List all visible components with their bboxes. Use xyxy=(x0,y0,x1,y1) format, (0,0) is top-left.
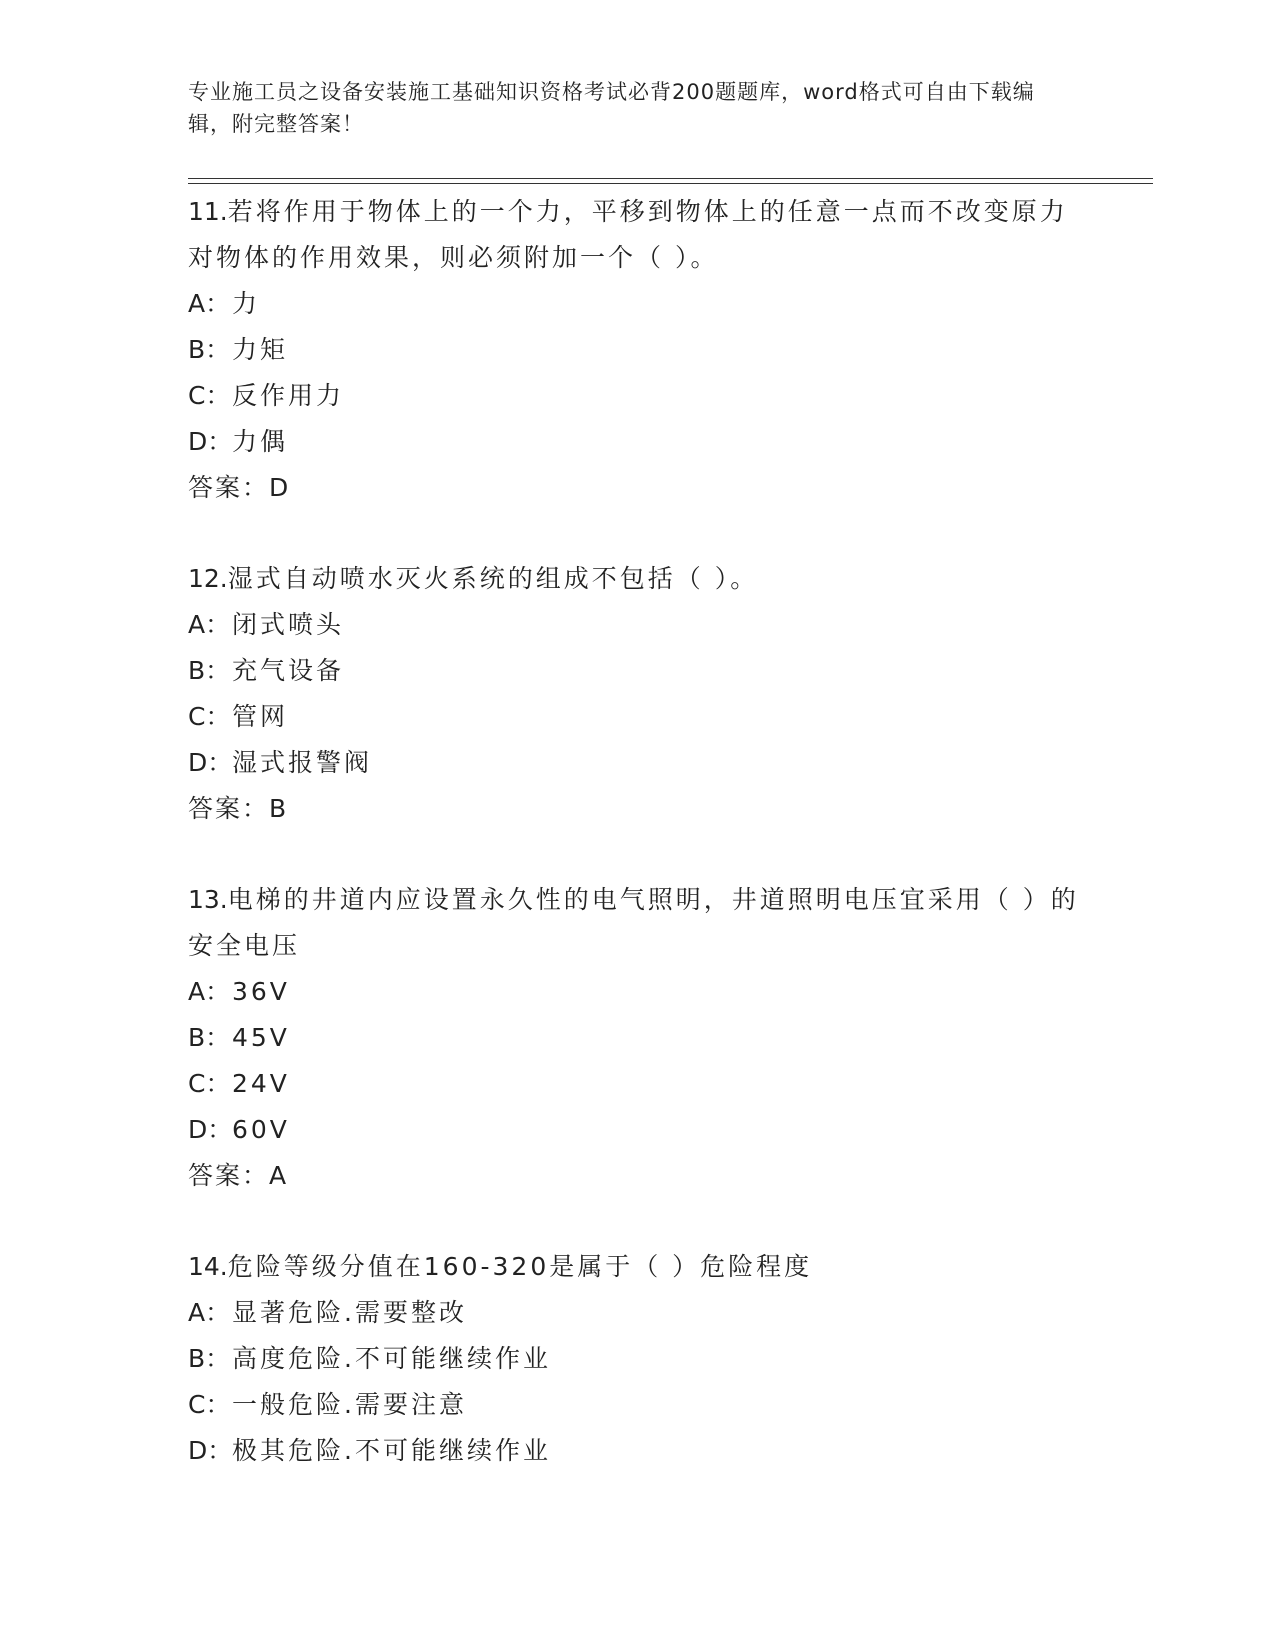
option-key: C： xyxy=(188,1390,231,1419)
option-text: 45V xyxy=(232,1023,290,1052)
option-d xyxy=(188,1428,1088,1474)
option-key: C： xyxy=(188,1069,231,1098)
option-text: 充气设备 xyxy=(232,656,345,685)
option-b xyxy=(188,1336,1088,1382)
option-d xyxy=(188,1107,1088,1153)
question-number: 14. xyxy=(188,1252,228,1281)
option-key: D： xyxy=(188,427,233,456)
option-key: A： xyxy=(188,610,231,639)
question-body: 电梯的井道内应设置永久性的电气照明，井道照明电压宜采用（ ）的安全电压 xyxy=(188,885,1079,960)
question-body: 湿式自动喷水灭火系统的组成不包括（ ）。 xyxy=(227,564,759,593)
option-text: 36V xyxy=(232,977,290,1006)
option-key: B： xyxy=(188,335,231,364)
option-text: 力 xyxy=(232,289,261,318)
option-text: 力偶 xyxy=(232,427,289,456)
option-key: B： xyxy=(188,656,231,685)
option-key: A： xyxy=(188,977,231,1006)
question-12 xyxy=(188,556,1088,832)
document-header: 专业施工员之设备安装施工基础知识资格考试必背200题题库，word格式可自由下载编辑，附完整答案！ xyxy=(188,80,1035,136)
option-key: D： xyxy=(188,1115,233,1144)
option-text: 显著危险.需要整改 xyxy=(232,1298,467,1327)
header-divider-bottom xyxy=(188,183,1153,184)
option-b xyxy=(188,327,1088,373)
option-key: B： xyxy=(188,1344,231,1373)
option-text: 一般危险.需要注意 xyxy=(232,1390,467,1419)
option-c xyxy=(188,373,1088,419)
question-body: 若将作用于物体上的一个力，平移到物体上的任意一点而不改变原力对物体的作用效果，则必须附加一个（ ）。 xyxy=(188,197,1068,272)
answer-line: 答案：D xyxy=(188,473,291,502)
option-b xyxy=(188,648,1088,694)
option-d xyxy=(188,740,1088,786)
header-divider-top xyxy=(188,178,1153,179)
option-text: 反作用力 xyxy=(232,381,345,410)
option-a xyxy=(188,969,1088,1015)
question-13 xyxy=(188,877,1088,1199)
question-11 xyxy=(188,189,1088,511)
option-text: 高度危险.不可能继续作业 xyxy=(232,1344,551,1373)
option-key: D： xyxy=(188,1436,233,1465)
option-text: 24V xyxy=(232,1069,290,1098)
answer-line: 答案：B xyxy=(188,794,289,823)
question-number: 11. xyxy=(188,197,228,226)
option-text: 闭式喷头 xyxy=(232,610,345,639)
option-key: D： xyxy=(188,748,233,777)
option-text: 管网 xyxy=(232,702,289,731)
question-list xyxy=(188,189,1088,1519)
question-text xyxy=(188,556,1088,602)
option-c xyxy=(188,694,1088,740)
question-text xyxy=(188,1244,1088,1290)
answer-line: 答案：A xyxy=(188,1161,289,1190)
option-key: C： xyxy=(188,702,231,731)
option-c xyxy=(188,1061,1088,1107)
option-key: B： xyxy=(188,1023,231,1052)
option-d xyxy=(188,419,1088,465)
question-text xyxy=(188,189,1088,281)
option-b xyxy=(188,1015,1088,1061)
option-text: 60V xyxy=(232,1115,290,1144)
question-number: 12. xyxy=(188,564,228,593)
question-number: 13. xyxy=(188,885,228,914)
option-text: 湿式报警阀 xyxy=(232,748,373,777)
option-text: 力矩 xyxy=(232,335,289,364)
option-key: A： xyxy=(188,289,231,318)
option-text: 极其危险.不可能继续作业 xyxy=(232,1436,551,1465)
option-key: A： xyxy=(188,1298,231,1327)
question-14 xyxy=(188,1244,1088,1474)
option-a xyxy=(188,1290,1088,1336)
option-c xyxy=(188,1382,1088,1428)
option-key: C： xyxy=(188,381,231,410)
question-body: 危险等级分值在160-320是属于（ ）危险程度 xyxy=(227,1252,813,1281)
option-a xyxy=(188,602,1088,648)
option-a xyxy=(188,281,1088,327)
question-text xyxy=(188,877,1088,969)
